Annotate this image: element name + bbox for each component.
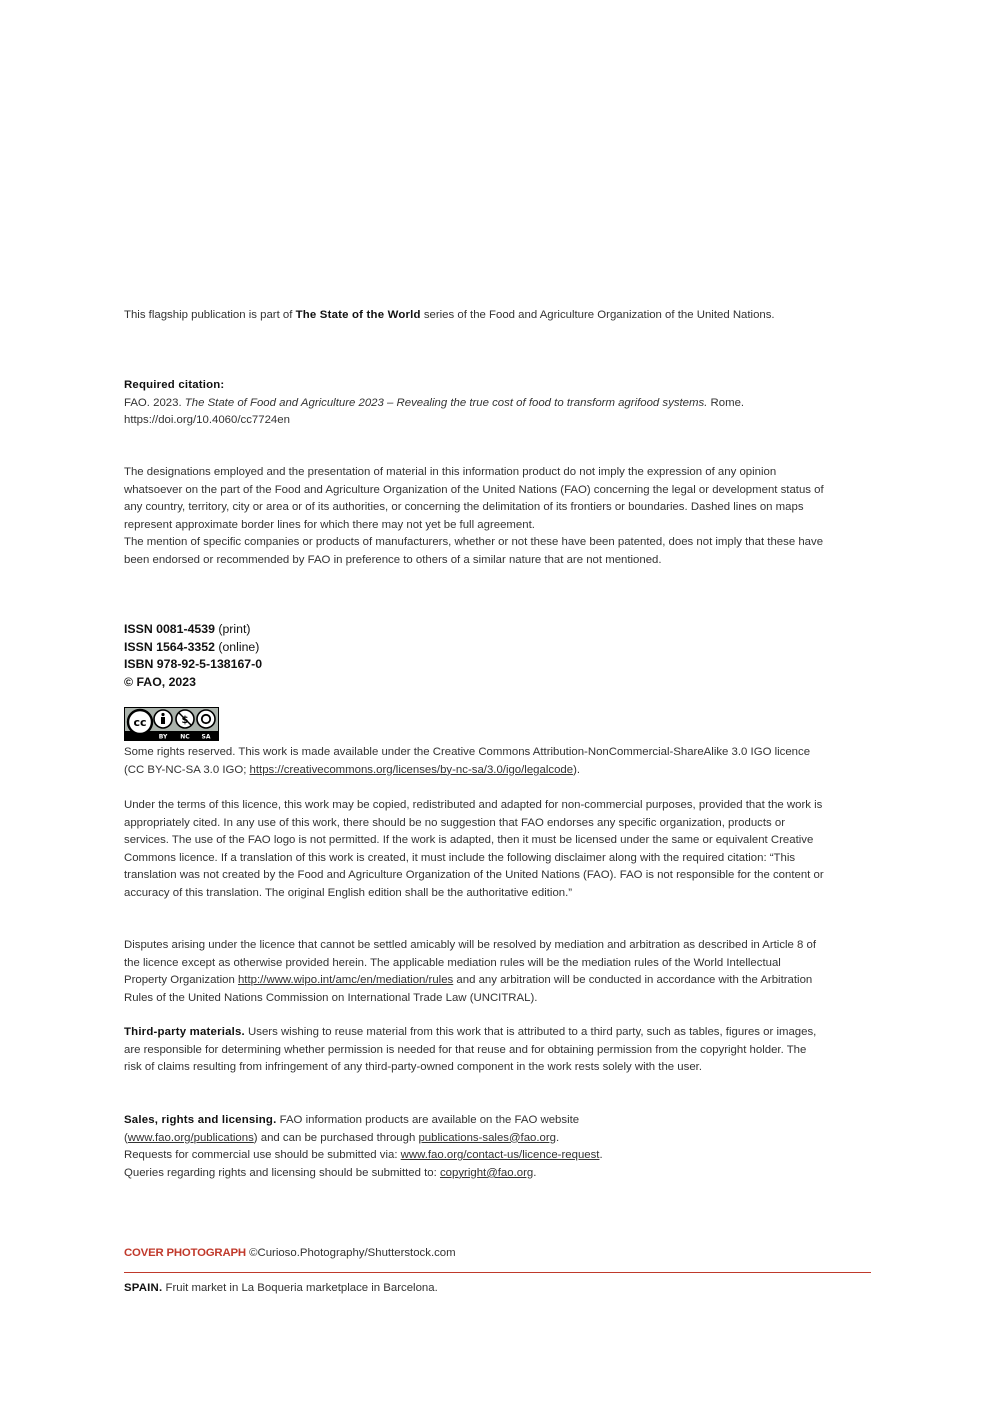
- sales-paren: (: [124, 1131, 128, 1144]
- copyright-line: © FAO, 2023: [124, 674, 196, 689]
- third-party-materials: [124, 1024, 824, 1077]
- sales-rights-licensing: [124, 1112, 824, 1182]
- licence-statement: [124, 744, 824, 779]
- caption-text: Fruit market in La Boqueria marketplace in Barcelona.: [162, 1282, 438, 1294]
- isbn: ISBN 978-92-5-138167-0: [124, 657, 263, 672]
- divider: [124, 1272, 871, 1273]
- caption-place: SPAIN.: [124, 1282, 163, 1294]
- licence-link[interactable]: https://creativecommons.org/licenses/by-nc-sa/3.0/igo/legalcode: [249, 763, 574, 776]
- sales-line4-pre: Queries regarding rights and licensing should be submitted to:: [124, 1166, 440, 1179]
- series-name: The State of the World: [295, 309, 421, 321]
- sharealike-icon: [197, 710, 215, 728]
- cc-by-nc-sa-badge: [124, 707, 219, 741]
- identifiers: [124, 621, 824, 691]
- sales-heading: Sales, rights and licensing.: [124, 1114, 277, 1126]
- copyright-email-link[interactable]: copyright@fao.org: [439, 1166, 534, 1179]
- disputes-post: and any arbitration will be conducted in accordance with the Arbitration Rules of the United Nations Commission on International Trade Law (UNCITRAL).: [124, 974, 813, 1004]
- series-statement: [124, 307, 824, 325]
- issn-online: ISSN 1564-3352: [124, 639, 215, 654]
- licence-request-link[interactable]: www.fao.org/contact-us/licence-request: [400, 1149, 600, 1162]
- citation-post: Rome. https://doi.org/10.4060/cc7724en: [124, 396, 745, 427]
- sales-period: .: [599, 1149, 603, 1162]
- third-party-text: Users wishing to reuse material from this work that is attributed to a third party, such as tables, figures or images, are responsible for determining whether permission is needed for that reuse and for obtaining permission from the copyright holder. The risk of claims resulting from infringement of any third-party-owned component in the work rests solely with the user.: [124, 1026, 817, 1074]
- cover-photograph-credit: [124, 1245, 456, 1263]
- cover-caption: [124, 1280, 438, 1298]
- required-citation: [124, 377, 824, 430]
- citation-pre: FAO. 2023.: [124, 396, 185, 409]
- series-pre: This flagship publication is part of: [124, 309, 296, 321]
- badge-sa-label: SA: [201, 733, 211, 741]
- citation-heading: Required citation:: [124, 379, 225, 391]
- sales-line3-pre: Requests for commercial use should be submitted via:: [124, 1149, 401, 1162]
- sales-period: .: [556, 1131, 560, 1144]
- series-post: series of the Food and Agriculture Organization of the United Nations.: [420, 309, 775, 321]
- cover-label: COVER PHOTOGRAPH: [124, 1247, 246, 1259]
- issn-print-note: (print): [214, 622, 251, 636]
- disclaimer: [124, 464, 824, 570]
- issn-print: ISSN 0081-4539: [124, 622, 215, 636]
- licence-terms: [124, 797, 824, 903]
- publications-link[interactable]: www.fao.org/publications: [127, 1131, 254, 1144]
- third-party-heading: Third-party materials.: [124, 1026, 245, 1038]
- citation-title: The State of Food and Agriculture 2023 – Revealing the true cost of food to transform agrifood systems.: [184, 396, 708, 409]
- sales-line2-mid: ) and can be purchased through: [253, 1131, 419, 1144]
- sales-period: .: [533, 1166, 537, 1179]
- cover-credit: ©Curioso.Photography/Shutterstock.com: [245, 1247, 456, 1259]
- sales-email-link[interactable]: publications-sales@fao.org: [418, 1131, 557, 1144]
- disclaimer-designations: The designations employed and the presentation of material in this information product do not imply the expression of any opinion whatsoever on the part of the Food and Agriculture Organization of the United Nations (FAO) concerning the legal or development status of any country, territory, city or area or of its authorities, or concerning the delimitation of its frontiers or boundaries. Dashed lines on maps represent approximate border lines for which there may not yet be full agreement.: [124, 466, 824, 531]
- disputes: [124, 937, 824, 1007]
- licence-post: ).: [573, 763, 581, 776]
- badge-by-label: BY: [158, 733, 168, 741]
- cc-icon-text: cc: [133, 716, 147, 729]
- wipo-link[interactable]: http://www.wipo.int/amc/en/mediation/rules: [237, 974, 454, 987]
- svg-text:$: $: [181, 715, 189, 726]
- sales-line1: FAO information products are available on the FAO website: [276, 1114, 580, 1126]
- terms-text: Under the terms of this licence, this work may be copied, redistributed and adapted for non-commercial purposes, provided that the work is appropriately cited. In any use of this work, there should be no suggestion that FAO endorses any specific organization, products or services. The use of the FAO logo is not permitted. If the work is adapted, then it must be licensed under the same or equivalent Creative Commons licence. If a translation of this work is created, it must include the following disclaimer along with the required citation: “This translation was not created by the Food and Agriculture Organization of the United Nations (FAO). FAO is not responsible for the content or accuracy of this translation. The original English edition shall be the authoritative edition.”: [124, 799, 824, 899]
- disclaimer-mention: The mention of specific companies or products of manufacturers, whether or not these have been patented, does not imply that these have been endorsed or recommended by FAO in preference to others of a similar nature that are not mentioned.: [124, 536, 824, 566]
- badge-nc-label: NC: [180, 733, 190, 741]
- licence-pre: Some rights reserved. This work is made available under the Creative Commons Attribution-NonCommercial-ShareAlike 3.0 IGO licence (CC BY-NC-SA 3.0 IGO;: [124, 746, 811, 776]
- disputes-pre: Disputes arising under the licence that cannot be settled amicably will be resolved by mediation and arbitration as described in Article 8 of the licence except as otherwise provided herein. The applicable mediation rules will be the mediation rules of the World Intellectual Property Organization: [124, 939, 817, 987]
- issn-online-note: (online): [214, 639, 260, 654]
